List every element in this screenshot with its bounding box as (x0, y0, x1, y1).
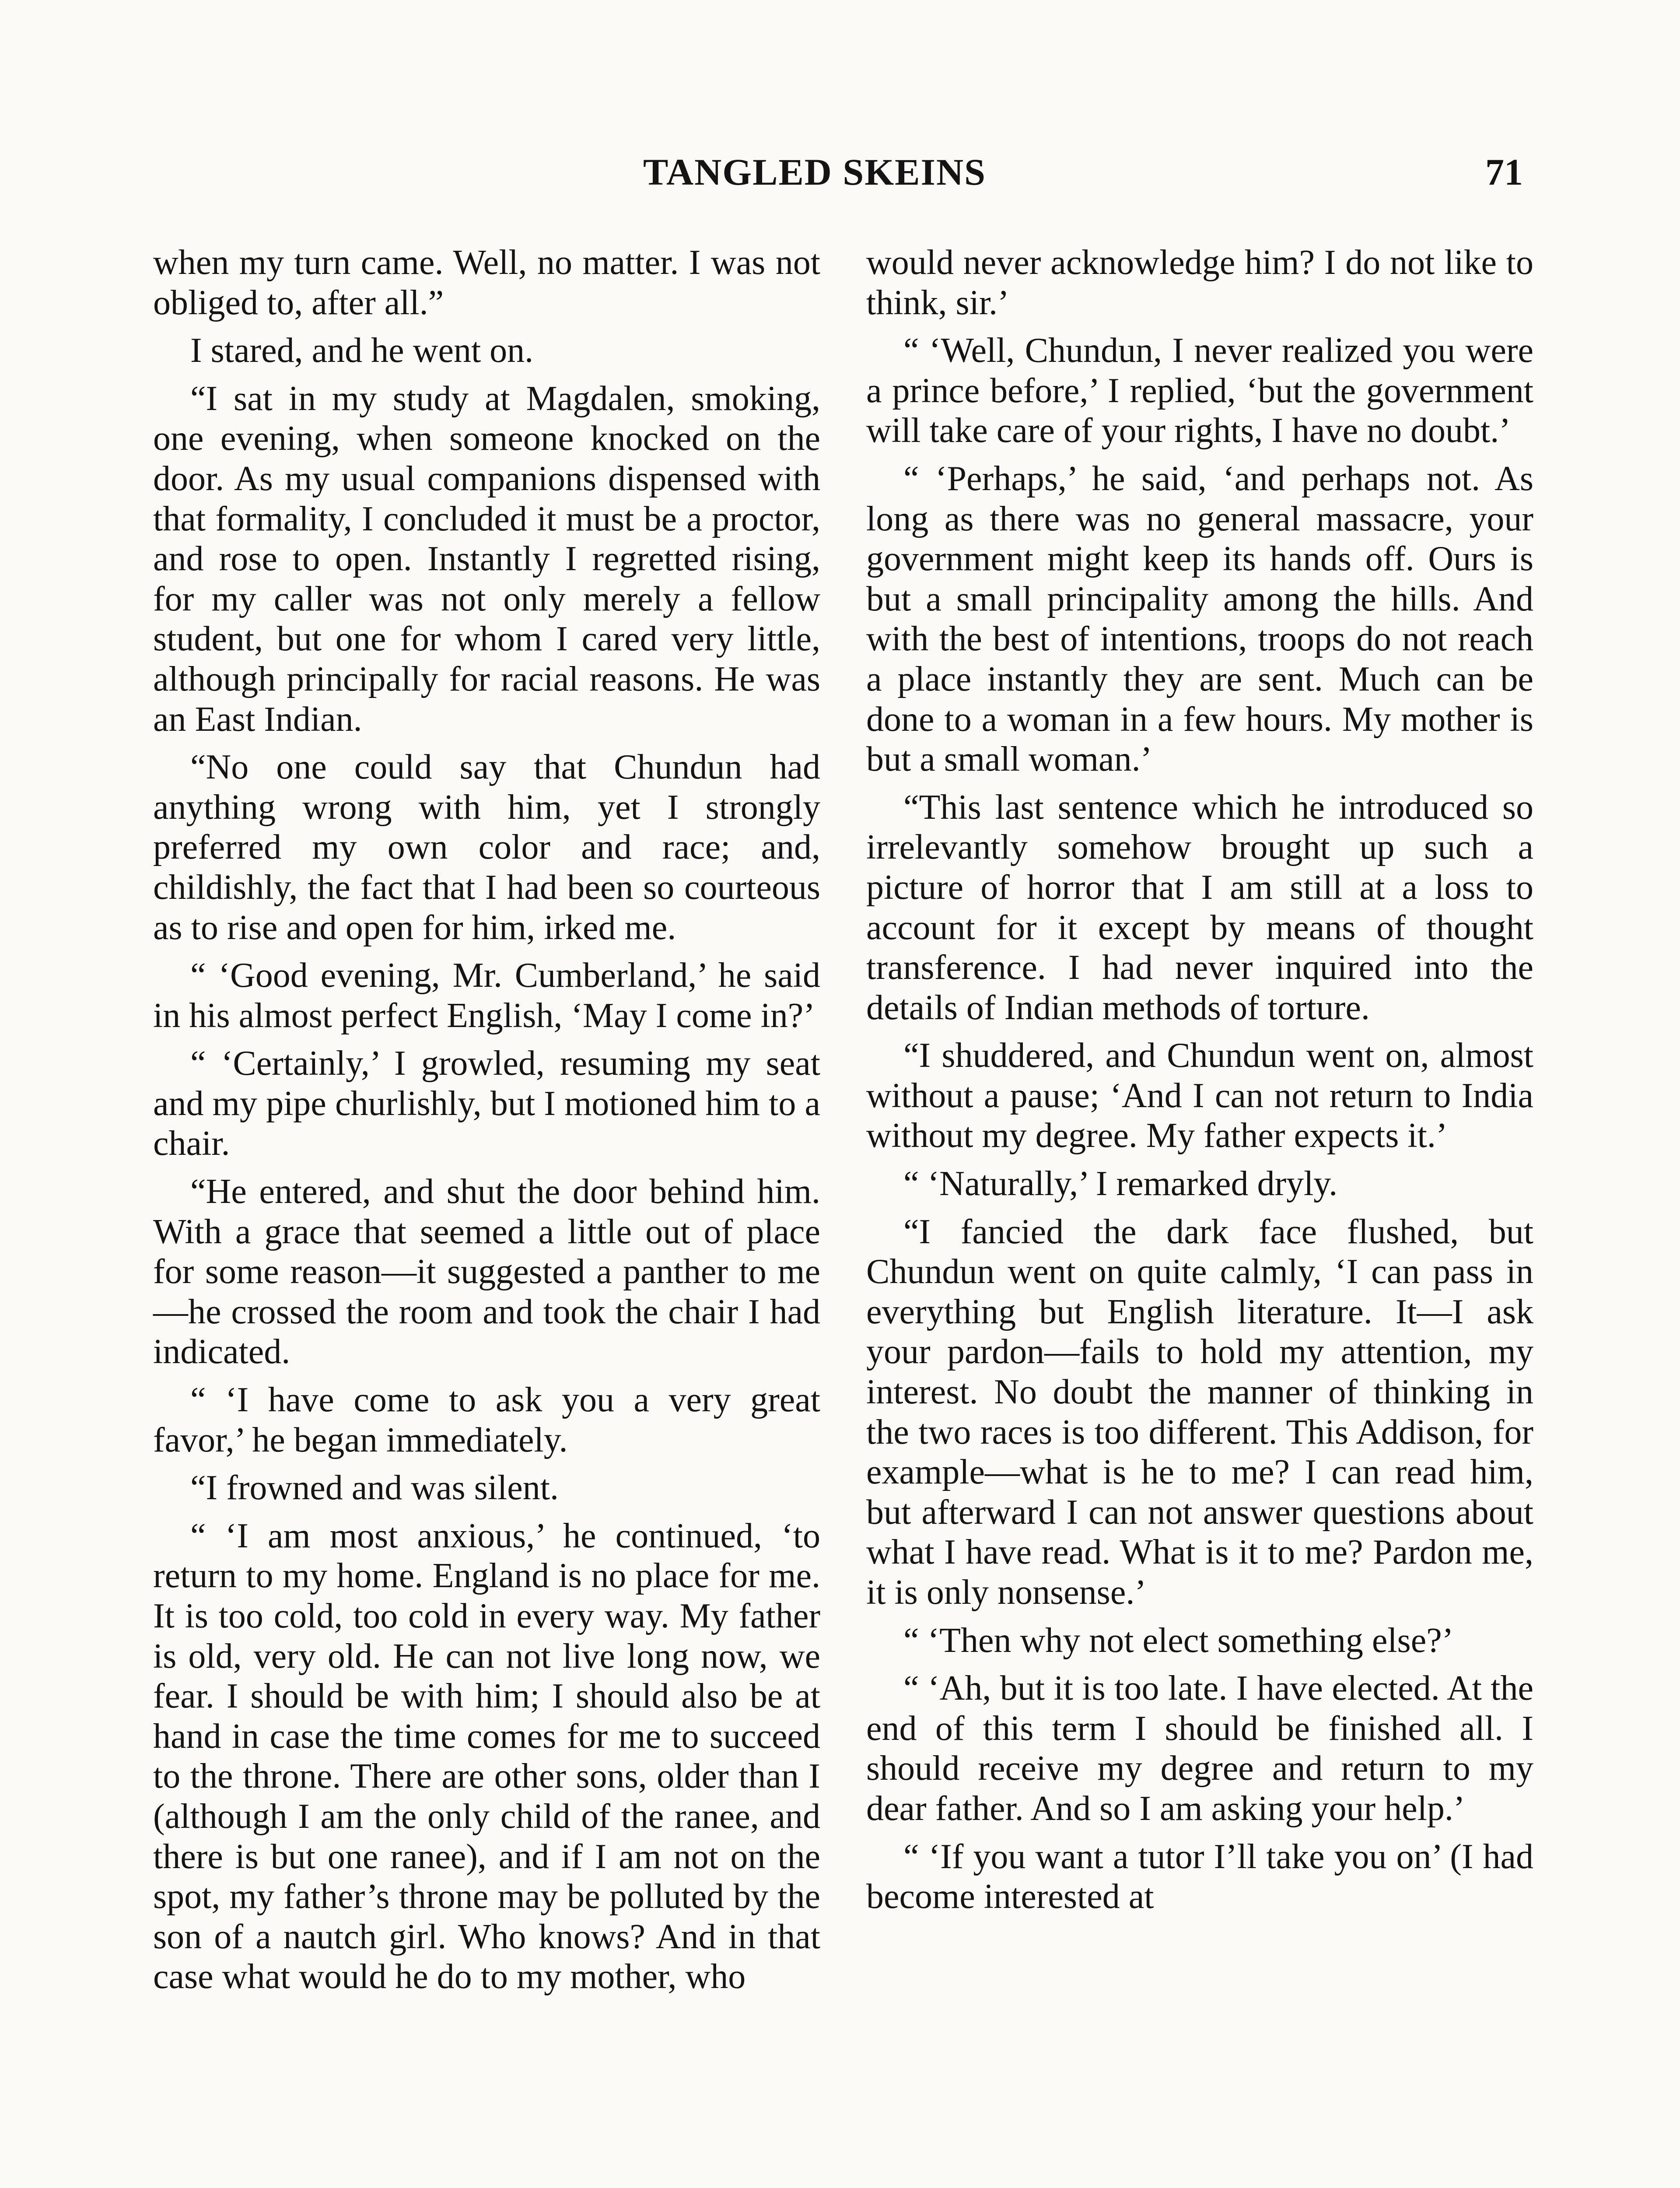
paragraph: “ ‘If you want a tutor I’ll take you on’ (I had become interested at (866, 1837, 1533, 1916)
paragraph: “ ‘I am most anxious,’ he continued, ‘to return to my home. England is no place for me. It is too cold, too cold in every way. My father is old, very old. He can not live long now, we fear. I should be with him; I should also be at hand in case the time comes for me to succeed to the throne. There are other sons, older than I (although I am the only child of the ranee, and there is but one ranee), and if I am not on the spot, my father’s throne may be polluted by the son of a nautch girl. Who knows? And in that case what would he do to my mother, who (153, 1516, 820, 1996)
paragraph: “No one could say that Chundun had anything wrong with him, yet I strongly preferred my own color and race; and, childishly, the fact that I had been so courteous as to rise and open for him, irked me. (153, 748, 820, 947)
paragraph: “ ‘Ah, but it is too late. I have elected. At the end of this term I should be finished all. I should receive my degree and return to my dear father. And so I am asking your help.’ (866, 1669, 1533, 1828)
paragraph: “I frowned and was silent. (190, 1469, 559, 1508)
paragraph: “ ‘Then why not elect something else?’ (903, 1621, 1454, 1660)
page-header (0, 148, 1680, 196)
page-number: 71 (1485, 151, 1523, 193)
paragraph: “I sat in my study at Magdalen, smoking, one evening, when someone knocked on the door. As my usual companions dispensed with that formality, I concluded it must be a proctor, and rose to open. Instantly I regretted rising, for my caller was not only merely a fellow student, but one for whom I cared very little, although principally for racial reasons. He was an East Indian. (153, 379, 820, 739)
left-column (153, 243, 820, 2005)
paragraph: “ ‘Perhaps,’ he said, ‘and perhaps not. As long as there was no general massacre, your government might keep its hands off. Ours is but a small principality among the hills. And with the best of intentions, troops do not reach a place instantly they are sent. Much can be done to a woman in a few hours. My mother is but a small woman.’ (866, 459, 1533, 779)
paragraph: when my turn came. Well, no matter. I was not obliged to, after all.” (153, 243, 820, 322)
paragraph: “This last sentence which he introduced so irrelevantly somehow brought up such a picture of horror that I am still at a loss to account for it except by means of thought transference. I had never inquired into the details of Indian methods of torture. (866, 788, 1533, 1027)
paragraph: “He entered, and shut the door behind him. With a grace that seemed a little out of place for some reason—it suggested a panther to me—he crossed the room and took the chair I had indicated. (153, 1172, 820, 1371)
paragraph: “I fancied the dark face flushed, but Chundun went on quite calmly, ‘I can pass in everything but English literature. It—I ask your pardon—fails to hold my attention, my interest. No doubt the manner of thinking in the two races is too different. This Addison, for example—what is he to me? I can read him, but afterward I can not answer questions about what I have read. What is it to me? Pardon me, it is only nonsense.’ (866, 1212, 1533, 1612)
paragraph: “I shuddered, and Chundun went on, almost without a pause; ‘And I can not return to India without my degree. My father expects it.’ (866, 1036, 1533, 1155)
paragraph: would never acknowledge him? I do not like to think, sir.’ (866, 243, 1533, 322)
paragraph: “ ‘Well, Chundun, I never realized you were a prince before,’ I replied, ‘but the government will take care of your rights, I have no doubt.’ (866, 331, 1533, 450)
paragraph: “ ‘Good evening, Mr. Cumberland,’ he said in his almost perfect English, ‘May I come in?’ (153, 956, 820, 1035)
paragraph: I stared, and he went on. (190, 331, 534, 370)
running-title: TANGLED SKEINS (643, 151, 986, 193)
paragraph: “ ‘I have come to ask you a very great favor,’ he began immediately. (153, 1381, 820, 1459)
paragraph: “ ‘Certainly,’ I growled, resuming my seat and my pipe churlishly, but I motioned him to a chair. (153, 1044, 820, 1163)
right-column (866, 243, 1533, 1925)
paragraph: “ ‘Naturally,’ I remarked dryly. (903, 1164, 1338, 1203)
